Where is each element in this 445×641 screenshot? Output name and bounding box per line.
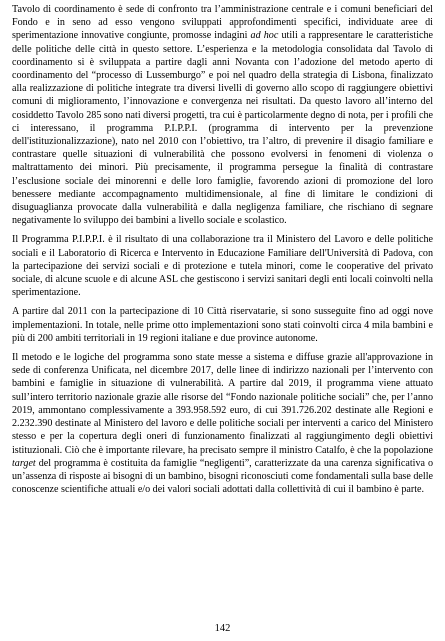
text-run: A partire dal 2011 con la partecipazione di 10 Città riservatarie, si sono susseguite fino ad oggi nove implementazioni. In totale, nelle prime otto implementazioni sono stati coinvolti circa 4 mila bambini e più di 200 ambiti territoriali in 19 regioni italiane e due province autonome.	[12, 306, 433, 344]
paragraph-2	[12, 233, 433, 299]
text-run: utili a rappresentare le caratteristiche delle politiche delle città in questo settore. L’esperienza e la metodologia consolidata dal Tavolo di coordinamento si è sviluppata a partire dagli anni Novanta con l’adozione del metodo aperto di coordinamento del “processo di Lussemburgo” e poi nel quadro della strategia di Lisbona, finalizzato alla realizzazione di politiche integrate tra diversi livelli di governo allo scopo di raggiungere obiettivi comuni di miglioramento, l’innovazione e convergenza nei risultati. Da questo lavoro all’interno del cosiddetto Tavolo 285 sono nati diversi progetti, tra cui è particolarmente degno di nota, per i profili che ci interessano, il programma P.I.P.P.I. (programma di intervento per la prevenzione dell'istituzionalizzazione), nato nel 2010 con l’obiettivo, tra l’altro, di prevenire il disagio familiare e contrastare quelle situazioni di vulnerabilità che possono evolversi in fenomeni di violenza o maltrattamento dei minori. Più precisamente, il programma persegue la finalità di contrastare l’esclusione sociale dei minorenni e delle loro famiglie, favorendo azioni di promozione del loro benessere mediante accompagnamento multidimensionale, al fine di limitare le condizioni di disuguaglianza provocate dalla vulnerabilità e dalla negligenza familiare, che rischiano di segnare negativamente lo sviluppo dei bambini a livello sociale e scolastico.	[12, 30, 434, 227]
paragraph-4	[12, 351, 433, 496]
paragraph-3	[12, 305, 433, 345]
text-run: Tavolo di coordinamento è sede di confronto tra l’amministrazione centrale e i comuni beneficiari del Fondo e in seno ad esso vengono sviluppati approfondimenti specifici, individuate aree di sperimentazione innovative congiunte, promosse indagini	[12, 4, 433, 42]
page-number: 142	[214, 623, 231, 634]
text-run: del programma è costituita da famiglie “negligenti”, caratterizzate da una carenza significativa o un’assenza di risposte ai bisogni di un bambino, bisogni riconosciuti come fondamentali sulla base delle conoscenze scientifiche attuali e/o dei valori sociali adottati dalla collettività di cui il bambino è parte.	[12, 457, 433, 496]
paragraph-1	[12, 3, 433, 227]
body-text	[12, 3, 433, 496]
text-run: Il metodo e le logiche del programma sono state messe a sistema e diffuse grazie all'approvazione in sede di conferenza Unificata, nel dicembre 2017, delle linee di indirizzo nazionali per l’intervento con bambini e famiglie in situazione di vulnerabilità. A partire dal 2019, il programma viene attuato sull’intero territorio nazionale grazie alle risorse del “Fondo nazionale politiche sociali” che, per l’anno 2019, ammontano complessivamente a 393.958.592 euro, di cui 391.726.202 destinate alle Regioni e 2.232.390 destinate al Ministero del lavoro e delle politiche sociali per interventi a carico del Ministero stesso e per la copertura degli oneri di funzionamento finalizzati al raggiungimento degli obiettivi istituzionali. Ciò che è importante rilevare, ha precisato sempre il ministro Catalfo, è che la popolazione	[12, 352, 433, 456]
italic-term: ad hoc	[250, 30, 279, 42]
text-run: Il Programma P.I.P.P.I. è il risultato di una collaborazione tra il Ministero del Lavoro e delle politiche sociali e il Laboratorio di Ricerca e Intervento in Educazione Familiare dell'Università di Padova, con la partecipazione dei servizi sociali e di protezione e tutela minori, come le cooperative del privato sociale, di alcune scuole e di alcune ASL che gestiscono i servizi sanitari degli enti locali coinvolti nella sperimentazione.	[12, 234, 433, 299]
italic-term: target	[12, 457, 36, 469]
